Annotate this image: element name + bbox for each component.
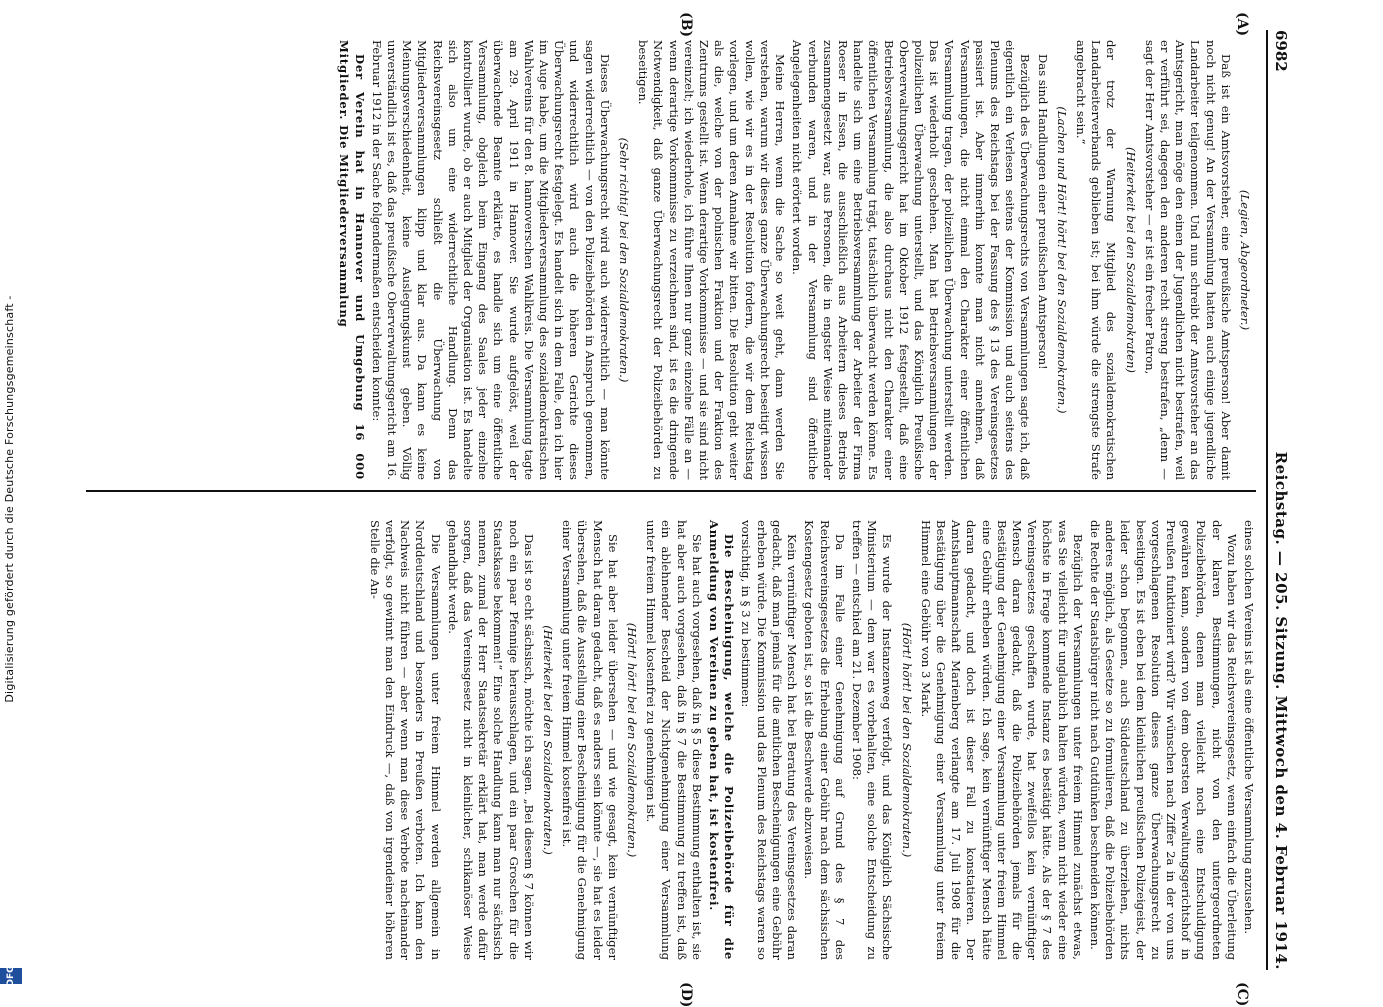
paragraph: Bezüglich der Versammlungen unter freiem Himmel zunächst etwas, was Sie vielleicht für unglaublich halten würden, wenn nicht wieder eine höchste in Frage kommende Instanz es bestätigt hätte. Als der § 7 des Vereinsgesetzes geschaffen wurde, hat zweifellos kein vernünftiger Mensch daran gedacht, daß die Polizeibehörden jemals für die Bestätigung der Genehmigung einer Versammlung unter freiem Himmel eine Gebühr erheben würden. Ich sage, kein vernünftiger Mensch hätte daran gedacht, und doch ist dieser Fall zu konstatieren. Der Amtshauptmannschaft Marienberg verlangte am 17. Juli 1908 für die Bestätigung über die Genehmigung einer Versammlung unter freiem Himmel eine Gebühr von 3 Mark. bbox=[918, 520, 1085, 960]
interjection: (Hört! hört! bei den Sozialdemokraten.) bbox=[625, 622, 640, 858]
margin-mark-d: (D) bbox=[678, 982, 694, 1007]
paragraph: Wozu haben wir das Reichsvereinsgesetz, wenn einfach die Überleitung der klaren Bestimmungen, nicht von den untergeordneten Polizeibehörden, denen man vielleicht noch eine Entschuldigung gewähren kann, sondern von dem obersten Verwaltungsgerichtshof in Preußen funktioniert wird? Wir wünschen nach Ziffer 2a in der von uns vorgeschlagenen Resolution dieses ganze Überwachungsrecht zu beseitigen. Es ist eben bei dem kleinlichen preußischen Polizeigeist, der leider schon begonnen, auch Süddeutschland zu überziehen, nichts anderes möglich, als Gesetze so zu formulieren, daß die Polizeibehörden die Rechte der Staatsbürger nicht nach Gutdünken beschneiden können. bbox=[1087, 520, 1239, 960]
paragraph: Dieses Überwachungsrecht wird auch widerrechtlich — man könnte sagen widerrechtlich — von den Polizeibehörden in Anspruch genommen, und widerrechtlich wird auch die höheren Gerichte dieses Überwachungsrecht festgelegt. Es handelt sich in dem Falle, den ich hier im Auge habe, um die Mitgliederversammlung des sozialdemokratischen Wahlvereins für den 8. hannoverschen Wahlkreis. Die Versammlung tagte am 29. April 1911 in Hannover. Sie wurde aufgelöst, weil der überwachende Beamte erklärte, es handle sich um eine öffentliche Versammlung, obgleich beim Eingang des Saales jeder einzelne kontrolliert wurde, ob er auch Mitglied der Organisation ist. Es handelte sich also um eine widerrechtliche Handlung. Denn das Reichsvereinsgesetz schließt die Überwachung von Mitgliederversammlungen klipp und klar aus. Da kann es keine Meinungsverschiedenheit, keine Auslegungskunst geben. Völlig unverständlich ist es, daß das preußische Oberverwaltungsgericht am 16. Februar 1912 in der Sache folgendermaßen entscheiden konnte: bbox=[369, 40, 612, 480]
margin-mark-c: (C) bbox=[1234, 982, 1250, 1007]
running-head: Reichstag. — 205. Sitzung. Mittwoch den 4. Februar 1914. bbox=[1272, 451, 1290, 970]
paragraph: Es wurde der Instanzenweg verfolgt, und das Königlich Sächsische Ministerium — dem war es vorbehalten, eine solche Entscheidung zu treffen — entschied am 21. Dezember 1908: bbox=[849, 520, 895, 960]
paragraph: Sie hat aber leider übersehen — und wie gesagt, kein vernünftiger Mensch hat daran gedacht, daß es anders sein könnte —, sie hat es leider übersehen, daß die Ausstellung einer Bescheinigung für die Genehmigung einer Versammlung unter freiem Himmel kostenfrei ist. bbox=[560, 520, 620, 960]
paragraph: Meine Herren, wenn die Sache so weit geht, dann werden Sie verstehen, warum wir dieses ganze Überwachungsrecht beseitigt wissen wollen, wie wir es in der Resolution fordern, die wir dem Reichstag vorlegen, und um deren Annahme wir bitten. Die Resolution geht weiter als die, welche von der polnischen Fraktion und der Fraktion des Zentrums gestellt ist. Wenn derartige Vorkommnisse — und sie sind nicht vereinzelt; ich wiederhole, ich führe Ihnen nur ganz einzelne Fälle an — wenn derartige Vorkommnisse zu verzeichnen sind, ist es die dringende Notwendigkeit, daß ganze Überwachungsrecht der Polizeibehörden zu beseitigen. bbox=[636, 40, 788, 480]
paragraph: Das ist so echt sächsisch, möchte ich sagen. „Bei diesem § 7 können wir noch ein paar Pfennige herausschlagen, und ein paar Groschen für die Staatskasse bekommen!“ Eine solche Handlung kann man nur sächsisch nennen, zumal der Herr Staatssekretär erklärt hat, man werde dafür sorgen, daß das Vereinsgesetz nicht in kleinlicher, schikanöser Weise gehandhabt werde. bbox=[445, 520, 536, 960]
interjection: (Sehr richtig! bei den Sozialdemokraten.) bbox=[617, 137, 632, 383]
dfg-logo: DFG bbox=[0, 968, 22, 984]
left-column bbox=[334, 40, 1256, 480]
right-column bbox=[365, 520, 1256, 960]
quoted-paragraph: Der Verein hat in Hannover und Umgebung 16 000 Mitglieder. Die Mitgliederversammlung bbox=[337, 40, 367, 480]
margin-mark-a: (A) bbox=[1234, 12, 1250, 37]
quoted-paragraph: Da im Falle einer Genehmigung auf Grund des § 7 des Reichsvereinsgesetzes die Erhebung einer Gebühr nach dem sächsischen Kostengesetz geboten ist, so ist die Beschwerde abzuweisen. bbox=[802, 520, 847, 960]
paragraph: der trotz der Warnung Mitglied des sozialdemokratischen Landarbeiterverbands geblieben ist; bei ihm würde die strengste Strafe angebracht sein.“ bbox=[1073, 40, 1119, 480]
page-number: 6982 bbox=[1272, 30, 1290, 72]
paragraph: Kein vernünftiger Mensch hat bei Beratung des Vereinsgesetzes daran gedacht, daß man jemals für die amtlichen Bescheinigungen eine Gebühr erheben würde. Die Kommission und das Plenum des Reichstags waren so vorsichtig, in § 3 zu bestimmen: bbox=[739, 520, 800, 960]
interjection: (Heiterkeit bei den Sozialdemokraten.) bbox=[541, 625, 556, 855]
paragraph: Sie hat auch vorgesehen, daß in § 5 diese Bestimmung enthalten ist, sie hat aber auch vorgesehen, daß in § 7 die Bestimmung zu treffen ist, daß ein ablehnender Bescheid der Nichtgenehmigung einer Versammlung unter freiem Himmel kostenfrei zu genehmigen ist. bbox=[644, 520, 704, 960]
paragraph: Das sind Handlungen einer preußischen Amtsperson! bbox=[1035, 54, 1050, 370]
interjection: (Hört! hört! bei den Sozialdemokraten.) bbox=[899, 622, 914, 858]
page-header bbox=[1266, 30, 1304, 970]
interjection: (Heiterkeit bei den Sozialdemokraten) bbox=[1123, 147, 1138, 373]
quoted-paragraph: Die Bescheinigung, welche die Polizeibehörde für die Anmeldung von Vereinen zu geben hat, ist kostenfrei. bbox=[707, 520, 737, 960]
paragraph: Daß ist ein Amtsvorsteher, eine preußische Amtsperson! Aber damit noch nicht genug! An der Versammlung hatten auch einige jugendliche Landarbeiter teilgenommen. Und nun schreibt der Amtsvorsteher an das Amtsgericht, man möge den einen der Jugendlichen nicht bestrafen, weil er verführt sei, dagegen den anderen recht streng bestrafen, „denn — sagt der Herr Amtsvorsteher — er ist ein frecher Patron, bbox=[1142, 40, 1233, 480]
paragraph: Bezüglich des Überwachungsrechts von Versammlungen sagte ich, daß eigentlich ein Verlesen seitens der Kommission und auch seitens des Plenums des Reichstags bei der Fassung des § 13 des Vereinsgesetzes passiert ist. Aber immerhin konnte man nicht annehmen, daß Versammlungen, die nicht einmal den Charakter einer öffentlichen Versammlung tragen, der polizeilichen Überwachung unterstellt werden. Das ist wiederholt geschehen. Man hat Betriebsversammlungen der polizeilichen Überwachung unterstellt, und das Königlich Preußische Oberverwaltungsgericht hat im Oktober 1912 festgestellt, daß eine Betriebsversammlung, die also durchaus nicht den Charakter einer öffentlichen Versammlung trägt, tatsächlich überwacht werden könne. Es handelte sich um eine Betriebsversammlung der Arbeiter der Firma Roeser in Essen, die ausschließlich aus Arbeitern dieses Betriebs zusammengesetzt war, aus Personen, die in engster Weise miteinander verbunden waren, und in der Versammlung sind öffentliche Angelegenheiten nicht erörtert worden. bbox=[790, 40, 1033, 480]
credit-strip bbox=[0, 0, 24, 1000]
column-divider bbox=[86, 490, 1256, 492]
margin-mark-b: (B) bbox=[678, 12, 694, 38]
speaker-label: (Legien, Abgeordneter.) bbox=[1238, 189, 1252, 331]
document-page bbox=[34, 0, 1334, 1007]
paragraph: eines solchen Vereins ist als eine öffentliche Versammlung anzusehen. bbox=[1242, 520, 1256, 935]
interjection: (Lachen und Hört! hört! bei den Sozialdemokraten.) bbox=[1054, 106, 1069, 414]
credit-text: Digitalisierung gefördert durch die Deutsche Forschungsgemeinschaft - bbox=[3, 295, 16, 703]
paragraph: Die Versammlungen unter freiem Himmel werden allgemein in Norddeutschland und besonders in Preußen verboten. Ich kann den Nachweis nicht führen — aber wenn man diese Verbote nacheinander verfolgt, so gewinnt man den Eindruck —, daß von irgendeiner höheren Stelle die An- bbox=[367, 520, 443, 960]
